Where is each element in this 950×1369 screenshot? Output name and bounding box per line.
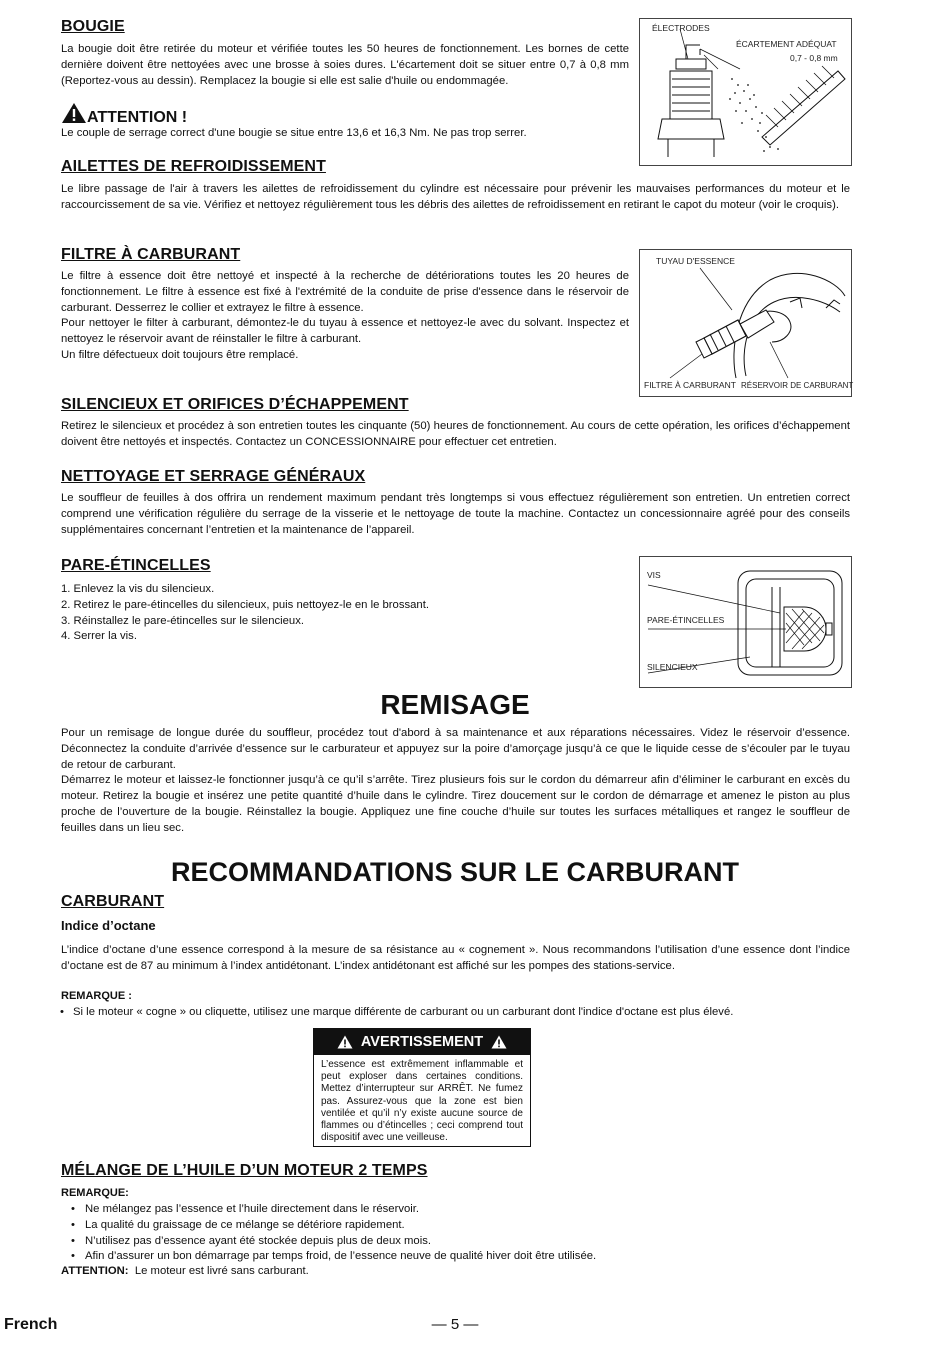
label-vis: VIS (647, 570, 661, 580)
remarque-list (50, 1005, 850, 1021)
warning-text: L’essence est extrêmement inflammable et peut exploser dans certaines conditions. Mettez d’interrupteur sur ARRÊT. Ne fumez pas. Assurez-vous que la zone est bien ventilée et qu’il n’y existe aucune source de flammes ou d’étincelles ; ceci comprend tout dispositif avec une veilleuse. (321, 1059, 523, 1144)
label-gap-value: 0,7 - 0,8 mm (790, 53, 838, 63)
spark-arrester-figure (639, 556, 852, 688)
footer-language: French (4, 1316, 58, 1333)
list-item: • Si le moteur « cogne » ou cliquette, utilisez une marque différente de carburant ou un carburant dont l'indice d'octane est plus élevé. (50, 1005, 850, 1021)
section-title-carburant: CARBURANT (61, 893, 165, 910)
attention-text: Le moteur est livré sans carburant. (134, 1265, 309, 1277)
page-number: — 5 — (431, 1316, 479, 1333)
list-item: • Afin d’assurer un bon démarrage par temps froid, de l’essence neuve de qualité hiver doit être utilisée. (61, 1249, 850, 1265)
section-title-ailettes: AILETTES DE REFROIDISSEMENT (61, 158, 326, 175)
list-item: • N’utilisez pas d’essence ayant été stockée depuis plus de deux mois. (61, 1234, 850, 1250)
warning-box (313, 1028, 531, 1147)
step-item: 4. Serrer la vis. (61, 630, 137, 643)
melange-list (61, 1202, 850, 1265)
remisage-text-2: Démarrez le moteur et laissez-le fonctionner jusqu’à ce qu’il s’arrête. Tirez plusieurs fois sur le cordon du démarreur afin d’éliminer le carburant en excès du moteur. Retirez la bougie et insérez une petite quantité d’huile dans le cylindre. Tirez doucement sur le cordon de démarrage et amenez le piston au plus proche de l’ouverture de la bougie. Réinstallez la bougie. Appliquez une fine couche d’huile sur toutes les surfaces métalliques et rangez le souffleur de feuilles dans un lieu sec. (61, 774, 850, 834)
warning-triangle-icon (491, 1035, 507, 1049)
attention-heading (61, 102, 187, 129)
octane-subtitle: Indice d’octane (61, 918, 156, 933)
remisage-text-1: Pour un remisage de longue durée du souffleur, procédez tout d'abord à sa maintenance et aux réparations nécessaires. Videz le réservoir d’essence. Déconnectez la conduite d’arrivée d’essence sur le carburateur et appuyez sur la poire d’amorçage jusqu’à ce que le liquide cesse de s’écouler par le tuyau de retour de carburant. (61, 727, 850, 771)
label-filtre: FILTRE À CARBURANT (644, 380, 736, 390)
remarque-title: REMARQUE : (61, 990, 132, 1002)
section-title-bougie: BOUGIE (61, 18, 125, 35)
ailettes-text: Le libre passage de l'air à travers les ailettes de refroidissement du cylindre est nécessaire pour prévenir les mauvaises performances du moteur et le raccourcissement de sa vie. Vérifiez et nettoyez régulièrement tous les débris des ailettes de refroidissement en retirant le capot du moteur (voir le croquis). (61, 183, 850, 211)
section-title-pare: PARE-ÉTINCELLES (61, 557, 211, 574)
bougie-text: La bougie doit être retirée du moteur et vérifiée toutes les 50 heures de fonctionnement. Les bornes de cette dernière doivent être nettoyées avec une brosse à soies dures. L'écartement doit se situer entre 0,7 à 0,8 mm (Reportez-vous au dessin). Remplacez la bougie si elle est salie d'huile ou endommagée. (61, 43, 629, 87)
remisage-title: REMISAGE (380, 689, 530, 720)
label-gap: ÉCARTEMENT ADÉQUAT (736, 39, 837, 49)
nettoyage-text: Le souffleur de feuilles à dos offrira un rendement maximum pendant très longtemps si vous effectuez régulièrement son entretien. Un entretien correct comprend une vérification régulière du serrage de la visserie et le nettoyage de toute la machine. Contactez un concessionnaire agréé pour des conseils supplémentaires concernant l’entretien et la maintenance de l’appareil. (61, 492, 850, 536)
warning-triangle-icon (61, 102, 87, 129)
filtre-text-2: Pour nettoyer le filter à carburant, démontez-le du tuyau à essence et nettoyez-le avec du solvant. Inspectez et nettoyez le réservoir avant de réinstaller le filtre à carburant. (61, 317, 629, 346)
label-silencieux: SILENCIEUX (647, 662, 698, 672)
warning-title: AVERTISSEMENT (360, 1034, 484, 1050)
filtre-text-3: Un filtre défectueux doit toujours être remplacé. (61, 348, 299, 361)
attention-label: ATTENTION: (61, 1265, 129, 1277)
step-item: 3. Réinstallez le pare-étincelles sur le silencieux. (61, 614, 304, 627)
section-title-nettoyage: NETTOYAGE ET SERRAGE GÉNÉRAUX (61, 468, 366, 485)
section-title-melange: MÉLANGE DE L’HUILE D’UN MOTEUR 2 TEMPS (61, 1162, 428, 1179)
filtre-text-1: Le filtre à essence doit être nettoyé et inspecté à la recherche de détériorations toutes les 20 heures de fonctionnement. Le filtre à essence est fixé à l'extrémité de la conduite de prise d'essence dans le réservoir de carburant. Desserrez le collier et extrayez le filtre à essence. (61, 270, 629, 314)
octane-text: L’indice d’octane d’une essence correspond à la mesure de sa résistance au « cognement ». Nous recommandons l’utilisation d’une essence dont l’indice d’octane est de 87 au minimum à l’index antidétonant. L’index antidétonant est affiché sur les pompes des stations-service. (61, 944, 850, 972)
step-item: 2. Retirez le pare-étincelles du silencieux, puis nettoyez-le en le brossant. (61, 598, 429, 611)
fuel-filter-figure (639, 249, 852, 397)
warning-triangle-icon (337, 1035, 353, 1049)
label-pare: PARE-ÉTINCELLES (647, 615, 725, 625)
section-title-silencieux: SILENCIEUX ET ORIFICES D’ÉCHAPPEMENT (61, 396, 409, 413)
melange-remarque-title: REMARQUE: (61, 1187, 129, 1199)
remisage-text (61, 726, 850, 837)
list-item: • Ne mélangez pas l’essence et l’huile directement dans le réservoir. (61, 1202, 850, 1218)
attention-label: ATTENTION ! (87, 109, 188, 126)
list-item: • La qualité du graissage de ce mélange se détériore rapidement. (61, 1218, 850, 1234)
pare-steps (61, 582, 621, 645)
carburant-main-title: RECOMMANDATIONS SUR LE CARBURANT (171, 857, 739, 887)
label-tuyau: TUYAU D'ESSENCE (656, 256, 735, 266)
silencieux-text: Retirez le silencieux et procédez à son entretien toutes les cinquante (50) heures de fonctionnement. Au cours de cette opération, les orifices d’échappement doivent être nettoyés et inspectés. Contactez un CONCESSIONNAIRE pour effectuer cet entretien. (61, 420, 850, 448)
label-electrodes: ÉLECTRODES (652, 23, 710, 33)
warning-header (314, 1029, 530, 1055)
filtre-text (61, 269, 629, 364)
attention-text: Le couple de serrage correct d'une bougie se situe entre 13,6 et 16,3 Nm. Ne pas trop serrer. (61, 127, 527, 139)
melange-attention (61, 1265, 309, 1277)
section-title-filtre: FILTRE À CARBURANT (61, 246, 241, 263)
label-reservoir: RÉSERVOIR DE CARBURANT (741, 381, 854, 390)
step-item: 1. Enlevez la vis du silencieux. (61, 583, 215, 595)
spark-plug-figure (639, 18, 852, 166)
